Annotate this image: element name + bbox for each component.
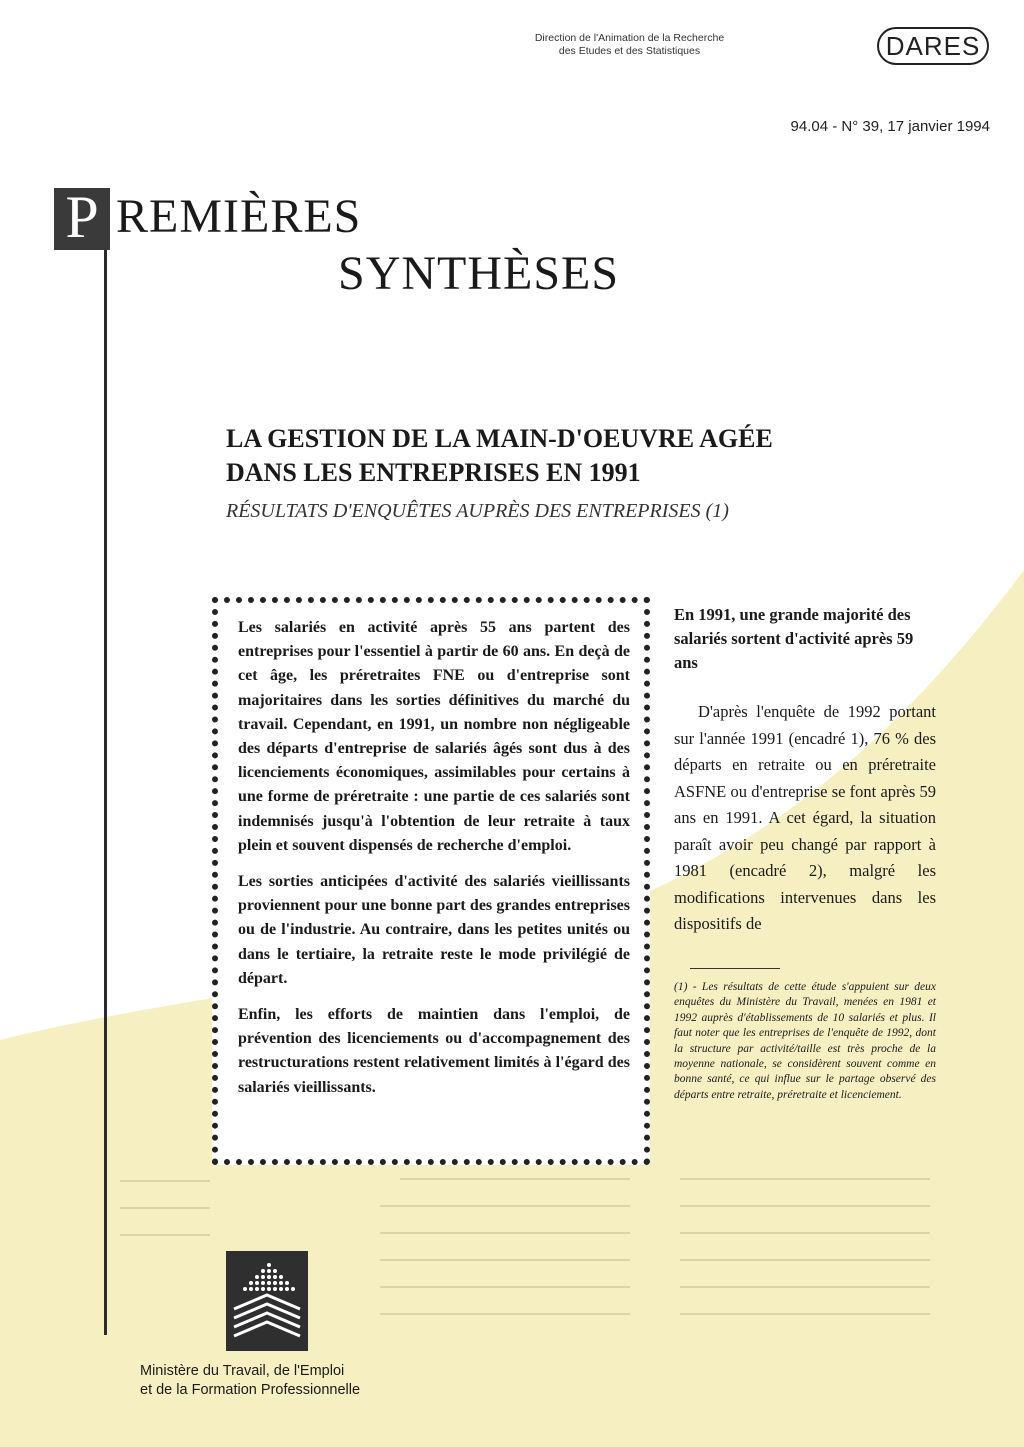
section-heading: En 1991, une grande majorité des salariés sortent d'activité après 59 ans [674, 605, 914, 672]
bleed-through-line [680, 1205, 930, 1207]
bleed-through-line [380, 1286, 630, 1288]
summary-paragraph-3: Enfin, les efforts de maintien dans l'emploi, de prévention des licenciements ou d'accompagnement des restructurations restent relativement limités à l'égard des salariés vieillissants. [238, 1006, 630, 1096]
bleed-through-line [400, 1178, 630, 1180]
ministry-line-1: Ministère du Travail, de l'Emploi [140, 1363, 345, 1379]
summary-paragraph-2: Les sorties anticipées d'activité des salariés vieillissants proviennent pour une bonne part des grandes entreprises ou de l'industrie. Au contraire, dans les petites unités ou dans le tertiaire, la retraite reste le mode privilégié de départ. [238, 873, 630, 987]
bleed-through-line [380, 1232, 630, 1234]
bleed-through-line [380, 1205, 630, 1207]
agency-line-1: Direction de l'Animation de la Recherche [534, 32, 725, 44]
masthead-initial-letter: P [65, 184, 99, 250]
bleed-through-line [680, 1286, 930, 1288]
body-paragraph: D'après l'enquête de 1992 portant sur l'année 1991 (encadré 1), 76 % des départs en retraite ou en préretraite ASFNE ou d'entreprise se font après 59 ans en 1991. A cet égard, la situation paraît avoir peu changé par rapport à 1981 (encadré 2), malgré les modifications intervenues dans les dispositifs de [674, 702, 936, 933]
headline-line-2: DANS LES ENTREPRISES EN 1991 [226, 458, 641, 487]
ministry-name [140, 1362, 400, 1400]
headline-line-1: LA GESTION DE LA MAIN-D'OEUVRE AGÉE [226, 424, 773, 453]
article-headline [226, 422, 946, 490]
bleed-through-line [680, 1259, 930, 1261]
footnote: (1) - Les résultats de cette étude s'appuient sur deux enquêtes du Ministère du Travail, menées en 1981 et 1992 auprès d'établissements de 10 salariés et plus. Il faut noter que les entreprises de l'enquête de 1992, dont la structure par activité/taille est très proche de la moyenne nationale, se considèrent souvent comme en bonne santé, ce qui influe sur le partage observé des départs entre retraite, préretraite et licenciement. [674, 981, 936, 1101]
bleed-through-line [380, 1313, 630, 1315]
summary-box [212, 597, 650, 1165]
summary-paragraph-1: Les salariés en activité après 55 ans partent des entreprises pour l'essentiel à partir de 60 ans. En deçà de cet âge, les préretraites FNE ou d'entreprise sont majoritaires dans les sorties définitives du marché du travail. Cependant, en 1991, un nombre non négligeable des départs d'entreprise de salariés âgés sont dus à des licenciements économiques, assimilables pour certains à une forme de préretraite : une partie de ces salariés sont indemnisés jusqu'à l'obtention de leur retraite à taux plein et souvent dispensés de recherche d'emploi. [238, 619, 630, 854]
masthead-title-line-2: SYNTHÈSES [338, 247, 620, 300]
bleed-through-line [380, 1259, 630, 1261]
dares-badge: DARES [877, 27, 989, 65]
right-column [674, 603, 936, 938]
bleed-through-line [680, 1313, 930, 1315]
bleed-through-line [120, 1234, 210, 1236]
footnote-rule [690, 968, 780, 969]
bleed-through-line [120, 1180, 210, 1182]
agency-line-2: des Etudes et des Statistiques [558, 45, 701, 57]
bleed-through-line [680, 1178, 930, 1180]
agency-name [497, 32, 762, 58]
bleed-through-line [680, 1232, 930, 1234]
masthead-vertical-rule [104, 190, 107, 1335]
article-subtitle: RÉSULTATS D'ENQUÊTES AUPRÈS DES ENTREPRISES (1) [226, 500, 729, 522]
ministry-line-2: et de la Formation Professionnelle [140, 1382, 361, 1398]
masthead-title-line-1: REMIÈRES [116, 190, 362, 243]
issue-number-date: 94.04 - N° 39, 17 janvier 1994 [790, 118, 990, 135]
ministry-logo-icon [226, 1251, 308, 1351]
ministry-logo [226, 1251, 308, 1351]
bleed-through-line [120, 1207, 210, 1209]
